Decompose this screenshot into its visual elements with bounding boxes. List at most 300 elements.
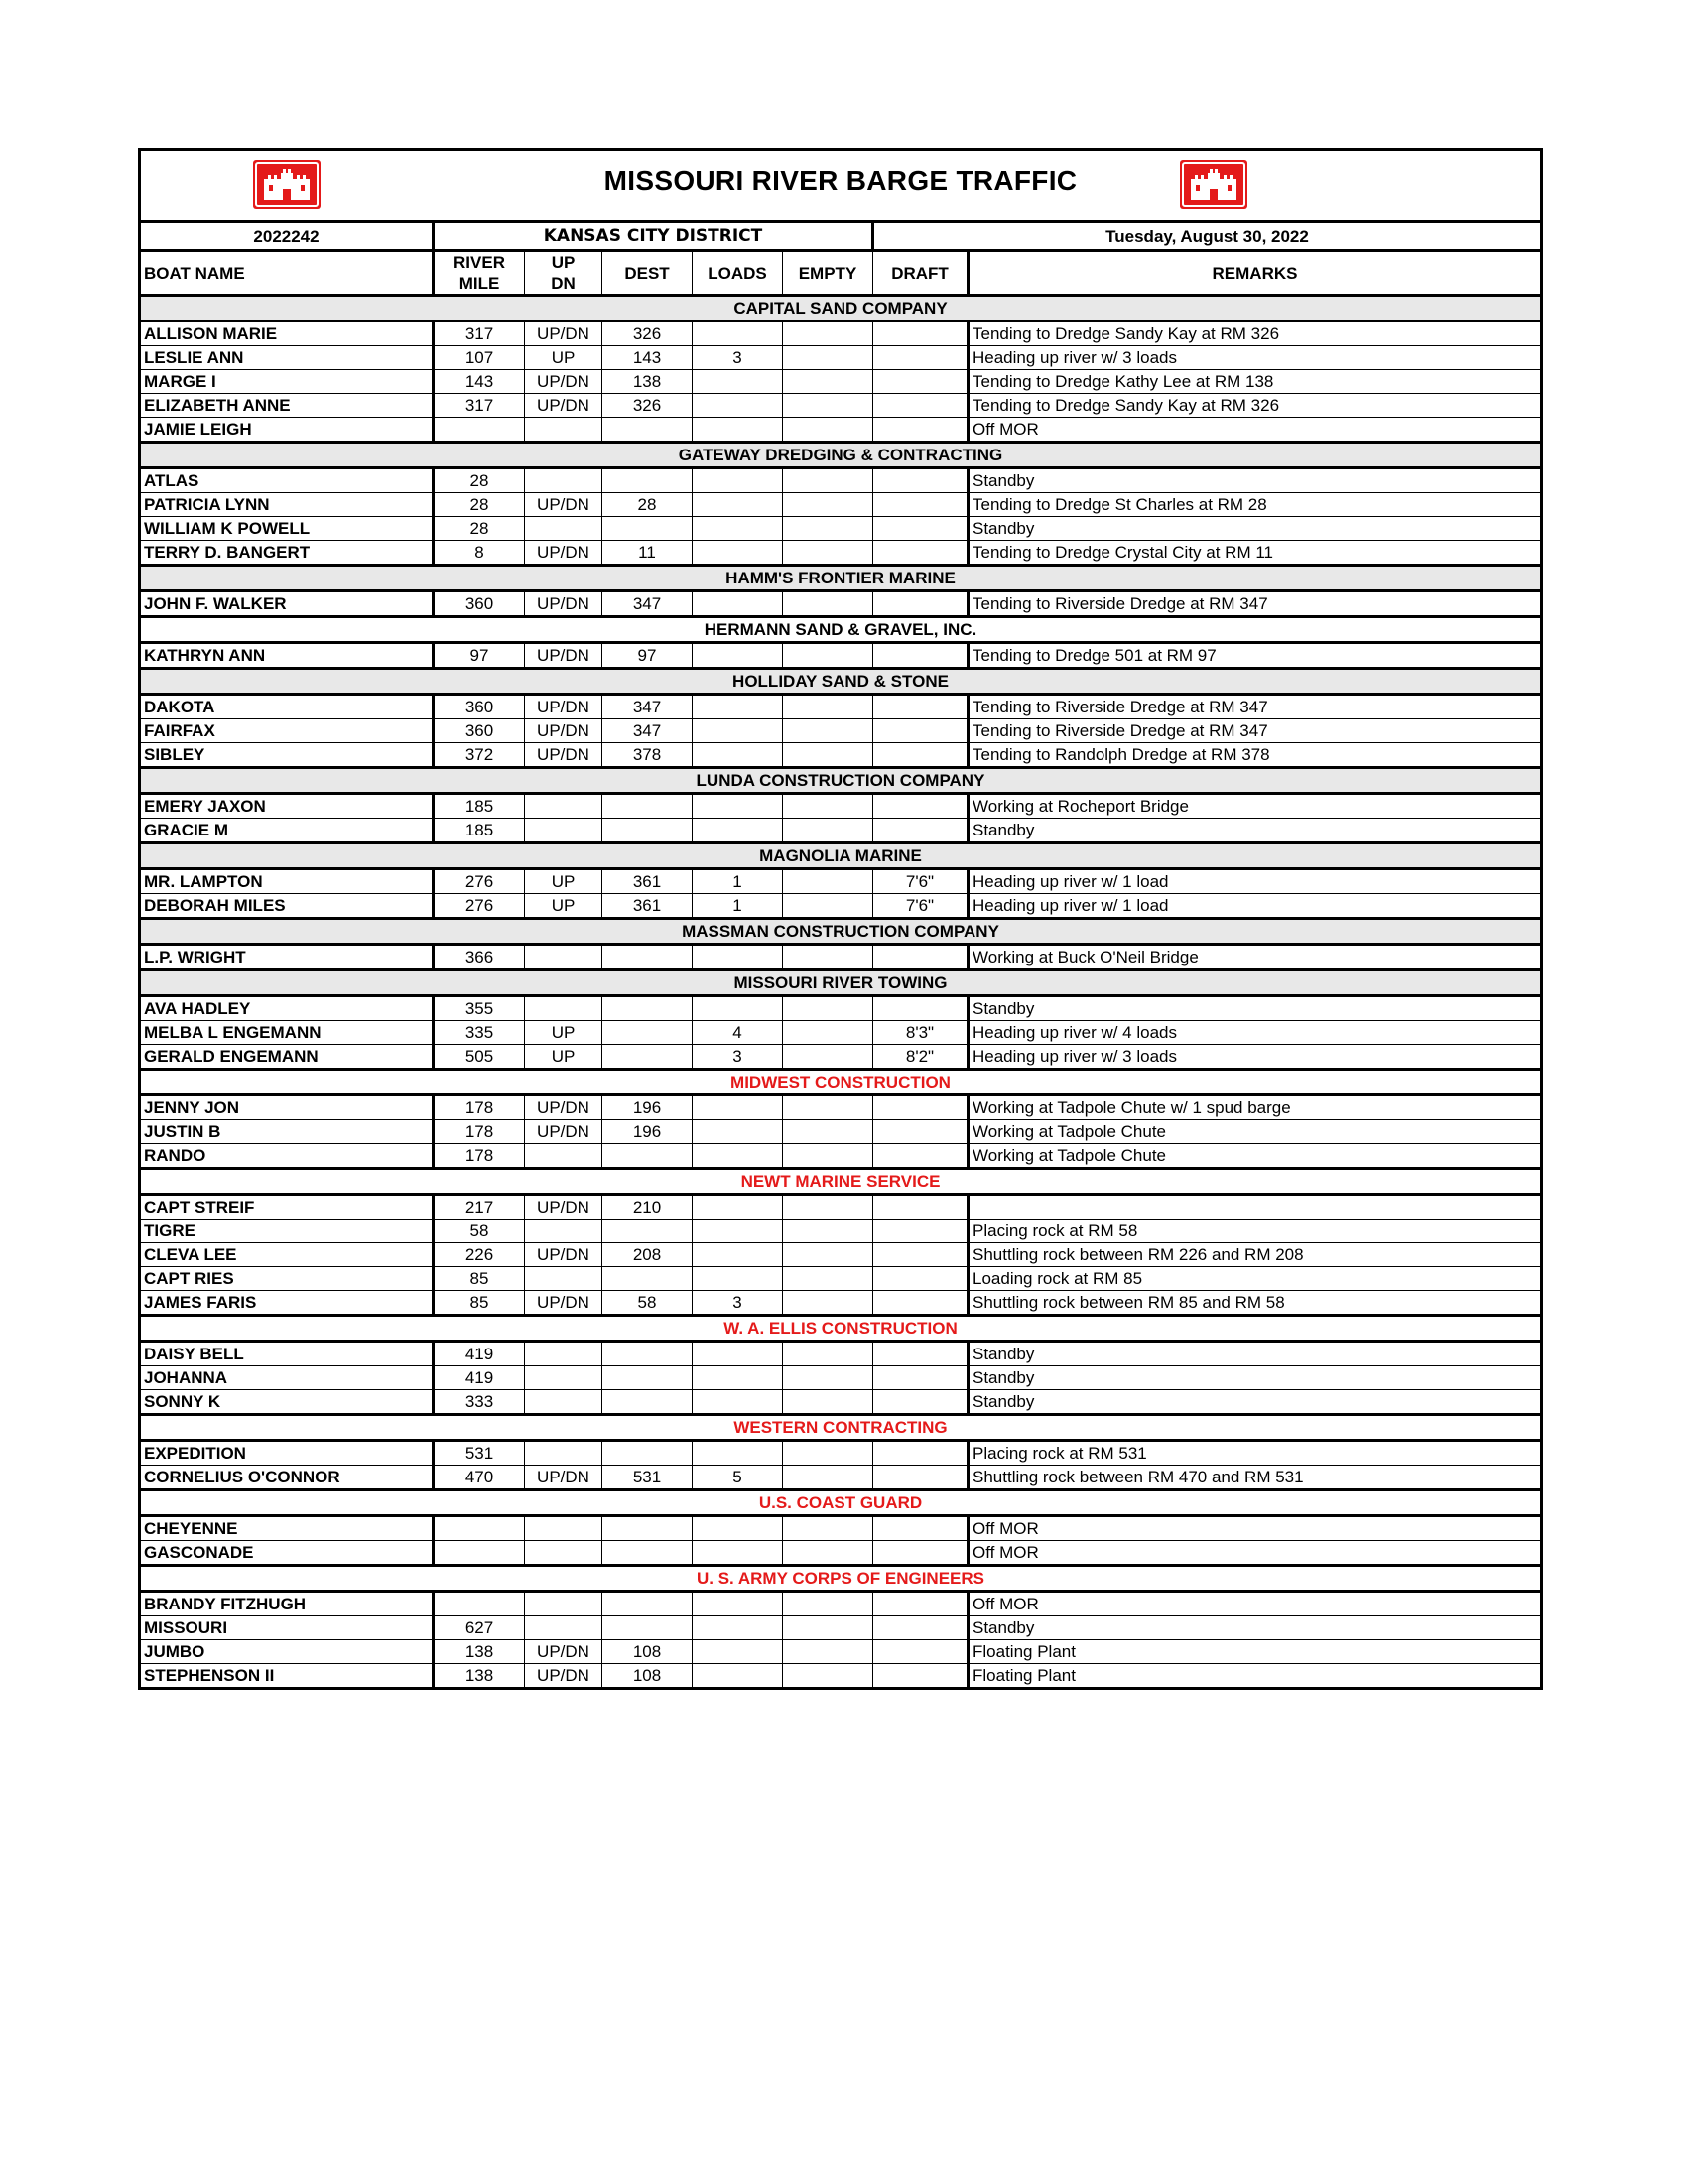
cell-remarks: Off MOR xyxy=(969,1541,1542,1566)
cell-remarks: Off MOR xyxy=(969,418,1542,443)
company-name: HERMANN SAND & GRAVEL, INC. xyxy=(140,617,1542,643)
cell-dest: 196 xyxy=(602,1120,693,1144)
table-row xyxy=(140,517,1542,541)
cell-empty xyxy=(783,1616,873,1640)
cell-remarks: Heading up river w/ 1 load xyxy=(969,894,1542,919)
cell-draft xyxy=(873,1366,969,1390)
cell-mile: 627 xyxy=(434,1616,525,1640)
cell-mile: 419 xyxy=(434,1366,525,1390)
cell-mile: 97 xyxy=(434,643,525,669)
cell-boat: TERRY D. BANGERT xyxy=(140,541,434,566)
cell-boat: CHEYENNE xyxy=(140,1516,434,1541)
cell-mile xyxy=(434,1516,525,1541)
cell-boat: KATHRYN ANN xyxy=(140,643,434,669)
cell-updn xyxy=(525,517,602,541)
cell-loads xyxy=(693,1541,783,1566)
cell-boat: JAMIE LEIGH xyxy=(140,418,434,443)
cell-mile: 138 xyxy=(434,1640,525,1664)
cell-empty xyxy=(783,370,873,394)
cell-draft xyxy=(873,1616,969,1640)
col-boat-name: BOAT NAME xyxy=(140,251,434,296)
table-row xyxy=(140,370,1542,394)
table-row xyxy=(140,1021,1542,1045)
cell-updn: UP xyxy=(525,1045,602,1070)
barge-traffic-table xyxy=(138,148,1543,1690)
company-section-header xyxy=(140,669,1542,695)
cell-boat: GERALD ENGEMANN xyxy=(140,1045,434,1070)
cell-updn: UP/DN xyxy=(525,394,602,418)
table-row xyxy=(140,1220,1542,1243)
cell-loads xyxy=(693,1441,783,1466)
cell-mile: 317 xyxy=(434,321,525,346)
cell-remarks: Standby xyxy=(969,1616,1542,1640)
cell-updn: UP/DN xyxy=(525,493,602,517)
cell-updn: UP/DN xyxy=(525,1640,602,1664)
cell-draft xyxy=(873,346,969,370)
cell-dest: 108 xyxy=(602,1640,693,1664)
cell-mile: 185 xyxy=(434,794,525,819)
col-draft: DRAFT xyxy=(873,251,969,296)
cell-remarks: Tending to Riverside Dredge at RM 347 xyxy=(969,695,1542,719)
company-name: W. A. ELLIS CONSTRUCTION xyxy=(140,1316,1542,1342)
table-row xyxy=(140,1541,1542,1566)
cell-mile xyxy=(434,1592,525,1616)
cell-draft: 7'6" xyxy=(873,894,969,919)
cell-loads xyxy=(693,643,783,669)
cell-draft xyxy=(873,517,969,541)
cell-mile: 85 xyxy=(434,1291,525,1316)
cell-loads xyxy=(693,1664,783,1689)
cell-mile: 531 xyxy=(434,1441,525,1466)
cell-boat: JUMBO xyxy=(140,1640,434,1664)
cell-empty xyxy=(783,1267,873,1291)
cell-dest xyxy=(602,1592,693,1616)
table-row xyxy=(140,1390,1542,1415)
cell-dest: 97 xyxy=(602,643,693,669)
cell-loads xyxy=(693,1220,783,1243)
cell-dest xyxy=(602,1541,693,1566)
cell-loads xyxy=(693,996,783,1021)
cell-empty xyxy=(783,1291,873,1316)
table-row xyxy=(140,945,1542,970)
table-row xyxy=(140,321,1542,346)
cell-dest: 138 xyxy=(602,370,693,394)
cell-loads xyxy=(693,1516,783,1541)
table-row xyxy=(140,468,1542,493)
cell-updn xyxy=(525,1516,602,1541)
cell-draft xyxy=(873,321,969,346)
table-row xyxy=(140,1243,1542,1267)
cell-boat: STEPHENSON II xyxy=(140,1664,434,1689)
cell-dest xyxy=(602,1267,693,1291)
cell-mile: 360 xyxy=(434,719,525,743)
cell-remarks: Loading rock at RM 85 xyxy=(969,1267,1542,1291)
title-row xyxy=(140,150,1542,222)
cell-updn: UP/DN xyxy=(525,719,602,743)
table-row xyxy=(140,394,1542,418)
company-name: WESTERN CONTRACTING xyxy=(140,1415,1542,1441)
cell-mile: 178 xyxy=(434,1095,525,1120)
cell-remarks: Working at Buck O'Neil Bridge xyxy=(969,945,1542,970)
cell-draft xyxy=(873,1243,969,1267)
company-name: MISSOURI RIVER TOWING xyxy=(140,970,1542,996)
company-section-header xyxy=(140,443,1542,468)
usace-castle-icon xyxy=(1179,159,1248,210)
company-section-header xyxy=(140,768,1542,794)
cell-updn: UP/DN xyxy=(525,591,602,617)
cell-remarks: Off MOR xyxy=(969,1516,1542,1541)
cell-boat: EXPEDITION xyxy=(140,1441,434,1466)
cell-draft xyxy=(873,1144,969,1169)
table-row xyxy=(140,1466,1542,1490)
cell-mile xyxy=(434,1541,525,1566)
cell-updn: UP xyxy=(525,1021,602,1045)
cell-updn: UP/DN xyxy=(525,643,602,669)
cell-dest xyxy=(602,418,693,443)
table-row xyxy=(140,1516,1542,1541)
cell-loads xyxy=(693,517,783,541)
cell-loads xyxy=(693,1195,783,1220)
cell-draft xyxy=(873,743,969,768)
cell-remarks: Heading up river w/ 3 loads xyxy=(969,346,1542,370)
cell-empty xyxy=(783,1390,873,1415)
cell-dest: 378 xyxy=(602,743,693,768)
company-name: NEWT MARINE SERVICE xyxy=(140,1169,1542,1195)
cell-mile: 317 xyxy=(434,394,525,418)
company-name: U. S. ARMY CORPS OF ENGINEERS xyxy=(140,1566,1542,1592)
company-section-header xyxy=(140,1169,1542,1195)
cell-remarks: Standby xyxy=(969,819,1542,843)
cell-mile: 470 xyxy=(434,1466,525,1490)
cell-remarks: Standby xyxy=(969,1342,1542,1366)
cell-loads: 3 xyxy=(693,346,783,370)
cell-remarks: Standby xyxy=(969,996,1542,1021)
table-row xyxy=(140,1291,1542,1316)
table-row xyxy=(140,1664,1542,1689)
cell-draft xyxy=(873,1390,969,1415)
cell-updn: UP/DN xyxy=(525,370,602,394)
cell-empty xyxy=(783,541,873,566)
cell-dest xyxy=(602,945,693,970)
company-name: U.S. COAST GUARD xyxy=(140,1490,1542,1516)
cell-boat: MELBA L ENGEMANN xyxy=(140,1021,434,1045)
cell-draft xyxy=(873,1291,969,1316)
company-name: MAGNOLIA MARINE xyxy=(140,843,1542,869)
cell-remarks: Tending to Dredge 501 at RM 97 xyxy=(969,643,1542,669)
cell-empty xyxy=(783,1095,873,1120)
table-row xyxy=(140,541,1542,566)
cell-mile: 226 xyxy=(434,1243,525,1267)
cell-mile: 360 xyxy=(434,695,525,719)
cell-remarks: Working at Tadpole Chute xyxy=(969,1144,1542,1169)
cell-boat: MARGE I xyxy=(140,370,434,394)
table-row xyxy=(140,1267,1542,1291)
cell-empty xyxy=(783,1441,873,1466)
cell-remarks: Floating Plant xyxy=(969,1664,1542,1689)
cell-boat: JAMES FARIS xyxy=(140,1291,434,1316)
cell-loads xyxy=(693,1095,783,1120)
cell-loads xyxy=(693,591,783,617)
info-row xyxy=(140,222,1542,251)
cell-mile: 58 xyxy=(434,1220,525,1243)
cell-dest: 196 xyxy=(602,1095,693,1120)
company-name: MIDWEST CONSTRUCTION xyxy=(140,1070,1542,1095)
table-row xyxy=(140,719,1542,743)
cell-remarks: Heading up river w/ 4 loads xyxy=(969,1021,1542,1045)
table-row xyxy=(140,1592,1542,1616)
cell-mile: 85 xyxy=(434,1267,525,1291)
report-id: 2022242 xyxy=(140,222,434,251)
cell-loads xyxy=(693,945,783,970)
cell-boat: CLEVA LEE xyxy=(140,1243,434,1267)
table-row xyxy=(140,1366,1542,1390)
cell-mile: 28 xyxy=(434,468,525,493)
cell-loads xyxy=(693,541,783,566)
cell-empty xyxy=(783,1195,873,1220)
cell-empty xyxy=(783,719,873,743)
table-row xyxy=(140,695,1542,719)
cell-remarks: Tending to Dredge Sandy Kay at RM 326 xyxy=(969,394,1542,418)
cell-dest: 143 xyxy=(602,346,693,370)
cell-mile: 178 xyxy=(434,1144,525,1169)
cell-updn: UP/DN xyxy=(525,1095,602,1120)
cell-empty xyxy=(783,1144,873,1169)
cell-remarks xyxy=(969,1195,1542,1220)
cell-dest xyxy=(602,1366,693,1390)
cell-empty xyxy=(783,591,873,617)
cell-remarks: Heading up river w/ 3 loads xyxy=(969,1045,1542,1070)
cell-loads: 5 xyxy=(693,1466,783,1490)
table-row xyxy=(140,1144,1542,1169)
cell-mile: 107 xyxy=(434,346,525,370)
cell-empty xyxy=(783,695,873,719)
cell-draft xyxy=(873,695,969,719)
cell-updn: UP xyxy=(525,869,602,894)
cell-loads xyxy=(693,794,783,819)
cell-draft xyxy=(873,591,969,617)
cell-dest: 210 xyxy=(602,1195,693,1220)
cell-dest xyxy=(602,1441,693,1466)
cell-empty xyxy=(783,1045,873,1070)
cell-draft xyxy=(873,1120,969,1144)
cell-mile: 8 xyxy=(434,541,525,566)
company-name: CAPITAL SAND COMPANY xyxy=(140,296,1542,321)
cell-empty xyxy=(783,394,873,418)
column-header-row xyxy=(140,251,1542,296)
cell-boat: PATRICIA LYNN xyxy=(140,493,434,517)
cell-dest xyxy=(602,819,693,843)
cell-mile: 276 xyxy=(434,869,525,894)
cell-draft xyxy=(873,819,969,843)
table-row xyxy=(140,493,1542,517)
cell-dest xyxy=(602,1342,693,1366)
cell-empty xyxy=(783,1243,873,1267)
cell-empty xyxy=(783,1466,873,1490)
cell-draft xyxy=(873,541,969,566)
cell-loads xyxy=(693,1144,783,1169)
company-section-header xyxy=(140,843,1542,869)
cell-boat: SONNY K xyxy=(140,1390,434,1415)
cell-boat: MR. LAMPTON xyxy=(140,869,434,894)
cell-remarks: Working at Tadpole Chute w/ 1 spud barge xyxy=(969,1095,1542,1120)
cell-boat: CORNELIUS O'CONNOR xyxy=(140,1466,434,1490)
cell-dest: 326 xyxy=(602,394,693,418)
company-section-header xyxy=(140,617,1542,643)
cell-remarks: Off MOR xyxy=(969,1592,1542,1616)
cell-empty xyxy=(783,346,873,370)
cell-boat: CAPT STREIF xyxy=(140,1195,434,1220)
cell-mile: 355 xyxy=(434,996,525,1021)
cell-updn: UP xyxy=(525,894,602,919)
cell-empty xyxy=(783,1220,873,1243)
cell-remarks: Floating Plant xyxy=(969,1640,1542,1664)
cell-remarks: Working at Tadpole Chute xyxy=(969,1120,1542,1144)
table-row xyxy=(140,346,1542,370)
cell-draft: 8'2" xyxy=(873,1045,969,1070)
cell-empty xyxy=(783,1342,873,1366)
cell-empty xyxy=(783,493,873,517)
cell-loads xyxy=(693,1592,783,1616)
cell-remarks: Tending to Riverside Dredge at RM 347 xyxy=(969,591,1542,617)
cell-boat: AVA HADLEY xyxy=(140,996,434,1021)
cell-empty xyxy=(783,1120,873,1144)
cell-updn: UP/DN xyxy=(525,1466,602,1490)
cell-draft xyxy=(873,719,969,743)
cell-mile: 28 xyxy=(434,493,525,517)
cell-draft xyxy=(873,1195,969,1220)
table-row xyxy=(140,743,1542,768)
cell-mile: 217 xyxy=(434,1195,525,1220)
table-row xyxy=(140,1195,1542,1220)
cell-updn: UP xyxy=(525,346,602,370)
cell-dest: 347 xyxy=(602,591,693,617)
cell-loads xyxy=(693,1390,783,1415)
company-section-header xyxy=(140,1415,1542,1441)
cell-dest: 361 xyxy=(602,869,693,894)
cell-boat: MISSOURI xyxy=(140,1616,434,1640)
cell-dest: 28 xyxy=(602,493,693,517)
company-section-header xyxy=(140,970,1542,996)
cell-mile: 138 xyxy=(434,1664,525,1689)
cell-loads xyxy=(693,743,783,768)
cell-empty xyxy=(783,321,873,346)
cell-loads xyxy=(693,321,783,346)
table-row xyxy=(140,1616,1542,1640)
cell-empty xyxy=(783,743,873,768)
cell-boat: JUSTIN B xyxy=(140,1120,434,1144)
cell-dest: 531 xyxy=(602,1466,693,1490)
col-dest: DEST xyxy=(602,251,693,296)
cell-mile: 143 xyxy=(434,370,525,394)
cell-dest: 58 xyxy=(602,1291,693,1316)
cell-boat: DAKOTA xyxy=(140,695,434,719)
cell-mile: 333 xyxy=(434,1390,525,1415)
cell-remarks: Tending to Dredge Crystal City at RM 11 xyxy=(969,541,1542,566)
cell-updn xyxy=(525,1390,602,1415)
cell-boat: BRANDY FITZHUGH xyxy=(140,1592,434,1616)
company-name: HAMM'S FRONTIER MARINE xyxy=(140,566,1542,591)
cell-dest xyxy=(602,1220,693,1243)
cell-mile: 419 xyxy=(434,1342,525,1366)
cell-updn xyxy=(525,1541,602,1566)
col-empty: EMPTY xyxy=(783,251,873,296)
cell-empty xyxy=(783,945,873,970)
cell-loads xyxy=(693,394,783,418)
cell-remarks: Standby xyxy=(969,1390,1542,1415)
cell-updn xyxy=(525,1592,602,1616)
cell-updn xyxy=(525,1220,602,1243)
cell-loads xyxy=(693,1366,783,1390)
cell-draft xyxy=(873,1095,969,1120)
cell-draft xyxy=(873,1640,969,1664)
cell-remarks: Standby xyxy=(969,468,1542,493)
cell-boat: JOHN F. WALKER xyxy=(140,591,434,617)
cell-updn: UP/DN xyxy=(525,1291,602,1316)
cell-dest: 208 xyxy=(602,1243,693,1267)
cell-draft xyxy=(873,1220,969,1243)
company-section-header xyxy=(140,296,1542,321)
cell-loads xyxy=(693,370,783,394)
cell-updn xyxy=(525,1441,602,1466)
cell-draft xyxy=(873,1541,969,1566)
table-row xyxy=(140,591,1542,617)
cell-dest xyxy=(602,468,693,493)
cell-empty xyxy=(783,794,873,819)
cell-boat: ATLAS xyxy=(140,468,434,493)
cell-empty xyxy=(783,869,873,894)
cell-mile: 360 xyxy=(434,591,525,617)
cell-draft xyxy=(873,370,969,394)
cell-boat: GRACIE M xyxy=(140,819,434,843)
page-title: MISSOURI RIVER BARGE TRAFFIC xyxy=(603,165,1078,195)
cell-dest xyxy=(602,1390,693,1415)
cell-loads xyxy=(693,1616,783,1640)
cell-updn xyxy=(525,794,602,819)
cell-loads xyxy=(693,695,783,719)
cell-updn: UP/DN xyxy=(525,1120,602,1144)
cell-draft xyxy=(873,996,969,1021)
cell-boat: CAPT RIES xyxy=(140,1267,434,1291)
cell-dest: 326 xyxy=(602,321,693,346)
table-row xyxy=(140,894,1542,919)
cell-updn xyxy=(525,1342,602,1366)
cell-empty xyxy=(783,643,873,669)
cell-remarks: Shuttling rock between RM 470 and RM 531 xyxy=(969,1466,1542,1490)
table-row xyxy=(140,643,1542,669)
cell-boat: DEBORAH MILES xyxy=(140,894,434,919)
table-row xyxy=(140,869,1542,894)
cell-draft xyxy=(873,1516,969,1541)
cell-draft xyxy=(873,1592,969,1616)
cell-dest: 347 xyxy=(602,695,693,719)
cell-remarks: Tending to Dredge Kathy Lee at RM 138 xyxy=(969,370,1542,394)
cell-mile: 372 xyxy=(434,743,525,768)
cell-updn xyxy=(525,418,602,443)
cell-draft xyxy=(873,1664,969,1689)
cell-boat: SIBLEY xyxy=(140,743,434,768)
cell-boat: L.P. WRIGHT xyxy=(140,945,434,970)
cell-remarks: Placing rock at RM 58 xyxy=(969,1220,1542,1243)
cell-remarks: Tending to Dredge Sandy Kay at RM 326 xyxy=(969,321,1542,346)
col-river-mile: RIVER MILE xyxy=(434,251,525,296)
cell-updn: UP/DN xyxy=(525,1195,602,1220)
cell-dest xyxy=(602,1045,693,1070)
cell-updn: UP/DN xyxy=(525,695,602,719)
cell-remarks: Tending to Randolph Dredge at RM 378 xyxy=(969,743,1542,768)
cell-remarks: Standby xyxy=(969,517,1542,541)
company-name: GATEWAY DREDGING & CONTRACTING xyxy=(140,443,1542,468)
cell-boat: TIGRE xyxy=(140,1220,434,1243)
